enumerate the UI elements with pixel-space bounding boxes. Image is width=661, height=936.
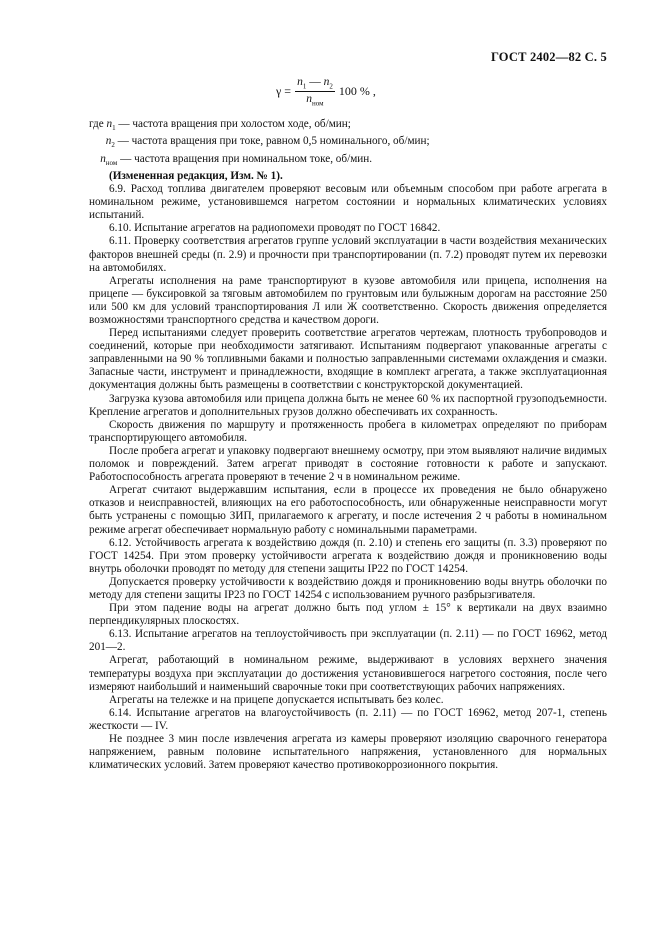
definition-text: — частота вращения при номинальном токе, об/мин.: [117, 152, 373, 165]
formula-n2: n: [323, 76, 330, 88]
paragraph-6-9: 6.9. Расход топлива двигателем проверяют весовым или объемным способом при работе агрегата в номинальном режиме, установившемся нагретом состоянии и нормальных климатических условиях испытаний.: [89, 183, 607, 222]
paragraph-6-11: 6.11. Проверку соответствия агрегатов группе условий эксплуатации в части воздействия механических факторов внешней среды (п. 2.9) и прочности при транспортировании (п. 7.2) проводят путем их перевозки на автомобилях.: [89, 235, 607, 274]
definition-symbol: n: [105, 135, 112, 148]
paragraph: Не позднее 3 мин после извлечения агрегата из камеры проверяют изоляцию сварочного генератора напряжением, равным половине испытательного напряжения, установленного для нормальных климатических условий. Затем проверяют качество противокоррозионного покрытия.: [89, 733, 607, 772]
paragraph: Допускается проверку устойчивости к воздействию дождя и проникновению воды внутрь оболочки по методу для степени защиты IP23 по ГОСТ 14254 с использованием ручного разбрызгивателя.: [89, 575, 607, 601]
paragraph: Скорость движения по маршруту и протяженность пробега в километрах определяют по приборам транспортирующего автомобиля.: [89, 418, 607, 444]
definition-lead: где: [89, 118, 107, 130]
formula-lhs: γ =: [276, 84, 292, 99]
formula-minus: —: [306, 76, 324, 88]
formula-numerator: [295, 76, 335, 92]
definition-symbol: n: [106, 118, 113, 130]
definition-sub: ном: [105, 158, 118, 167]
formula-rhs: 100 % ,: [338, 84, 376, 99]
definition-n1: [89, 118, 607, 135]
page-header: ГОСТ 2402—82 С. 5: [490, 50, 607, 64]
formula-denominator: [306, 92, 323, 107]
formula-fraction: [295, 76, 335, 108]
definition-n2: [89, 135, 607, 152]
definition-text: — частота вращения при токе, равном 0,5 номинального, об/мин;: [114, 135, 430, 148]
paragraph-6-13: 6.13. Испытание агрегатов на теплоустойчивость при эксплуатации (п. 2.11) — по ГОСТ 16962, метод 201—2.: [89, 628, 607, 654]
definition-nnom: [89, 153, 607, 170]
paragraph: Агрегаты исполнения на раме транспортируют в кузове автомобиля или прицепа, исполнения на прицепе — буксировкой за тяговым автомобилем по грунтовым или булыжным дорогам на расстояние 250 или 500 км для условий транспортирования Л или Ж соответственно. Скорость движения определяется возможностями транспортного средства и качеством дороги.: [89, 274, 607, 327]
document-body: [89, 118, 607, 772]
formula-nnom: n: [306, 93, 313, 106]
formula-n2-sub: 2: [329, 82, 333, 91]
paragraph: Агрегаты на тележке и на прицепе допускается испытывать без колес.: [109, 693, 444, 706]
definition-lead: [89, 135, 106, 152]
change-note: (Измененная редакция, Изм. № 1).: [109, 169, 283, 182]
paragraph-6-12: 6.12. Устойчивость агрегата к воздействию дождя (п. 2.10) и степень его защиты (п. 3.3) проверяют по ГОСТ 14254. При этом проверку устойчивости агрегата к воздействию дождя и проникновению воды внутрь оболочки проводят по методу для степени защиты IP22 по ГОСТ 14254.: [89, 536, 607, 575]
definition-sub: 2: [111, 141, 115, 150]
definition-sub: 1: [112, 124, 116, 133]
paragraph: После пробега агрегат и упаковку подвергают внешнему осмотру, при этом выявляют наличие видимых поломок и повреждений. Затем агрегат приводят в состояние готовности к работе и запускают. Работоспособность агрегата проверяют в течение 2 ч в номинальном режиме.: [89, 444, 607, 484]
formula-n1-sub: 1: [302, 82, 307, 91]
paragraph-6-14: 6.14. Испытание агрегатов на влагоустойчивость (п. 2.11) — по ГОСТ 16962, метод 207-1, степень жесткости — IV.: [89, 706, 607, 732]
paragraph: Загрузка кузова автомобиля или прицепа должна быть не менее 60 % их паспортной грузоподъемности. Крепление агрегатов и дополнительных грузов должно обеспечивать их сохранность.: [89, 392, 607, 418]
definition-symbol: n: [100, 152, 106, 165]
definition-text: — частота вращения при холостом ходе, об/мин;: [115, 118, 351, 130]
paragraph-6-10: 6.10. Испытание агрегатов на радиопомехи проводят по ГОСТ 16842.: [109, 222, 441, 235]
definition-lead: [89, 153, 100, 170]
paragraph: Перед испытаниями следует проверить соответствие агрегатов чертежам, плотность трубопроводов и соединений, которые при необходимости затягивают. Испытаниям подвергают упакованные агрегаты с заправленными на 90 % топливными баками и полностью заправленными системами охлаждения и смазки. Запасные части, инструмент и принадлежности, входящие в комплект агрегата, а также эксплуатационная документация должны быть размещены в соответствии с конструкторской документацией.: [89, 327, 607, 392]
formula-nnom-sub: ном: [312, 99, 324, 108]
paragraph: При этом падение воды на агрегат должно быть под углом ± 15° к вертикали на двух взаимно перпендикулярных плоскостях.: [89, 602, 607, 628]
formula: [276, 76, 376, 108]
paragraph: Агрегат, работающий в номинальном режиме, выдерживают в условиях верхнего значения температуры воздуха при эксплуатации до достижения установившегося нагретого состояния, после чего измеряют наибольший и наименьший сварочные токи при соответствующих рабочих напряжениях.: [89, 654, 607, 693]
formula-n1: n: [297, 76, 303, 88]
paragraph: Агрегат считают выдержавшим испытания, если в процессе их проведения не было обнаружено отказов и неисправностей, влияющих на его работоспособность, или обнаруженные неисправности могут быть устранены с помощью ЗИП, прилагаемого к агрегату, и после истечения 2 ч работы в номинальном режиме агрегат обеспечивает нормальную работу с номинальными параметрами.: [89, 484, 607, 536]
